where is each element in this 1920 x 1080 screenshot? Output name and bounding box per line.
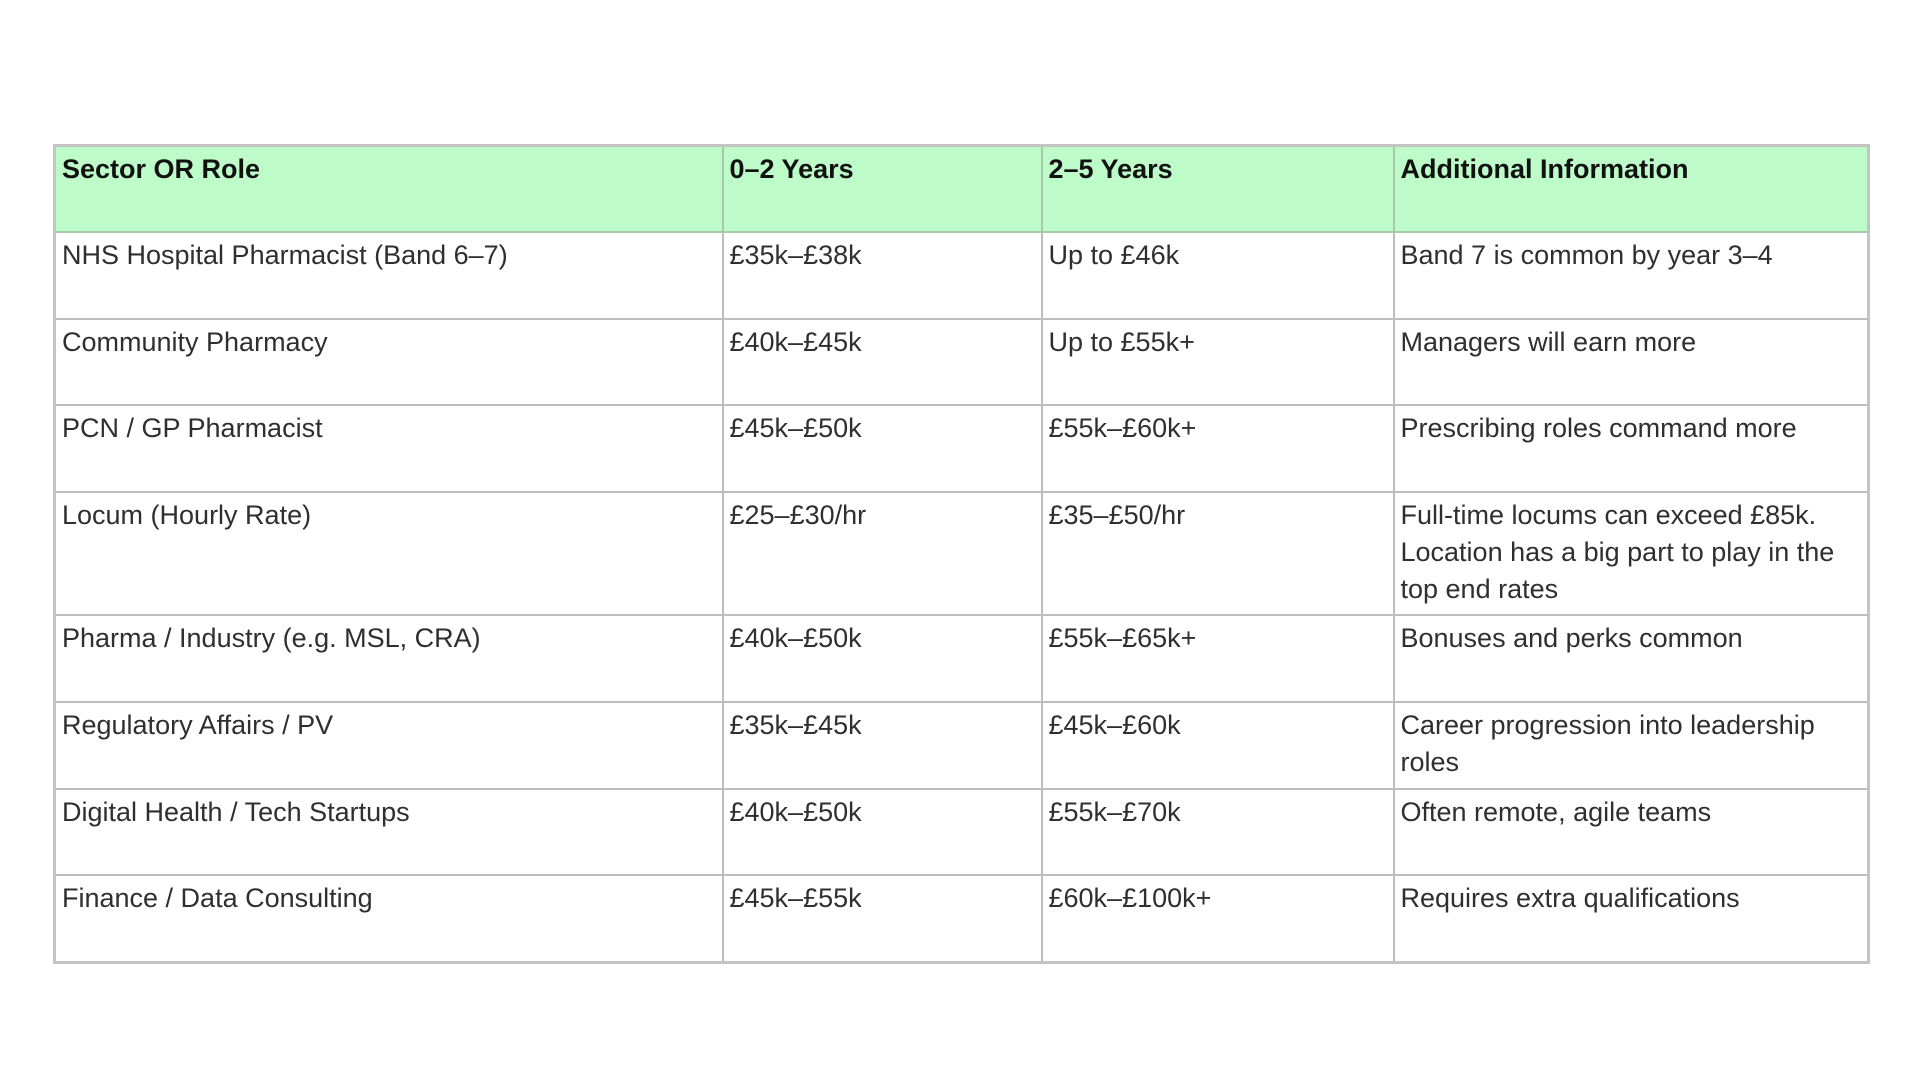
- table-row: [55, 405, 1869, 492]
- column-header-sector-role: Sector OR Role: [55, 146, 723, 233]
- cell-years-0-2: £45k–£50k: [723, 405, 1042, 492]
- cell-role: Digital Health / Tech Startups: [55, 789, 723, 875]
- table-header: [55, 146, 1869, 233]
- cell-years-2-5: £35–£50/hr: [1042, 492, 1394, 615]
- table-row: [55, 615, 1869, 702]
- cell-role: Locum (Hourly Rate): [55, 492, 723, 615]
- cell-years-2-5: £55k–£70k: [1042, 789, 1394, 875]
- cell-years-0-2: £35k–£38k: [723, 232, 1042, 319]
- cell-years-0-2: £45k–£55k: [723, 875, 1042, 963]
- cell-info: Career progression into leadership roles: [1394, 702, 1869, 789]
- cell-info: Often remote, agile teams: [1394, 789, 1869, 875]
- cell-role: Regulatory Affairs / PV: [55, 702, 723, 789]
- column-header-0-2-years: 0–2 Years: [723, 146, 1042, 233]
- table-row: [55, 492, 1869, 615]
- cell-info: Bonuses and perks common: [1394, 615, 1869, 702]
- cell-info: Requires extra qualifications: [1394, 875, 1869, 963]
- cell-info: Prescribing roles command more: [1394, 405, 1869, 492]
- cell-years-2-5: £55k–£65k+: [1042, 615, 1394, 702]
- salary-table-container: [53, 144, 1867, 964]
- table-row: [55, 875, 1869, 963]
- table-row: [55, 319, 1869, 405]
- cell-years-2-5: £60k–£100k+: [1042, 875, 1394, 963]
- cell-role: Pharma / Industry (e.g. MSL, CRA): [55, 615, 723, 702]
- cell-info: Full-time locums can exceed £85k. Location has a big part to play in the top end rates: [1394, 492, 1869, 615]
- cell-info: Band 7 is common by year 3–4: [1394, 232, 1869, 319]
- table-row: [55, 702, 1869, 789]
- cell-years-2-5: Up to £46k: [1042, 232, 1394, 319]
- cell-years-0-2: £25–£30/hr: [723, 492, 1042, 615]
- cell-years-2-5: £55k–£60k+: [1042, 405, 1394, 492]
- cell-years-0-2: £40k–£50k: [723, 789, 1042, 875]
- cell-info: Managers will earn more: [1394, 319, 1869, 405]
- cell-years-0-2: £35k–£45k: [723, 702, 1042, 789]
- table-body: [55, 232, 1869, 963]
- header-row: [55, 146, 1869, 233]
- cell-years-2-5: Up to £55k+: [1042, 319, 1394, 405]
- cell-role: PCN / GP Pharmacist: [55, 405, 723, 492]
- column-header-2-5-years: 2–5 Years: [1042, 146, 1394, 233]
- cell-role: Community Pharmacy: [55, 319, 723, 405]
- cell-years-0-2: £40k–£45k: [723, 319, 1042, 405]
- cell-role: NHS Hospital Pharmacist (Band 6–7): [55, 232, 723, 319]
- table-row: [55, 789, 1869, 875]
- column-header-additional-info: Additional Information: [1394, 146, 1869, 233]
- cell-years-0-2: £40k–£50k: [723, 615, 1042, 702]
- salary-table: [53, 144, 1870, 964]
- table-row: [55, 232, 1869, 319]
- cell-role: Finance / Data Consulting: [55, 875, 723, 963]
- cell-years-2-5: £45k–£60k: [1042, 702, 1394, 789]
